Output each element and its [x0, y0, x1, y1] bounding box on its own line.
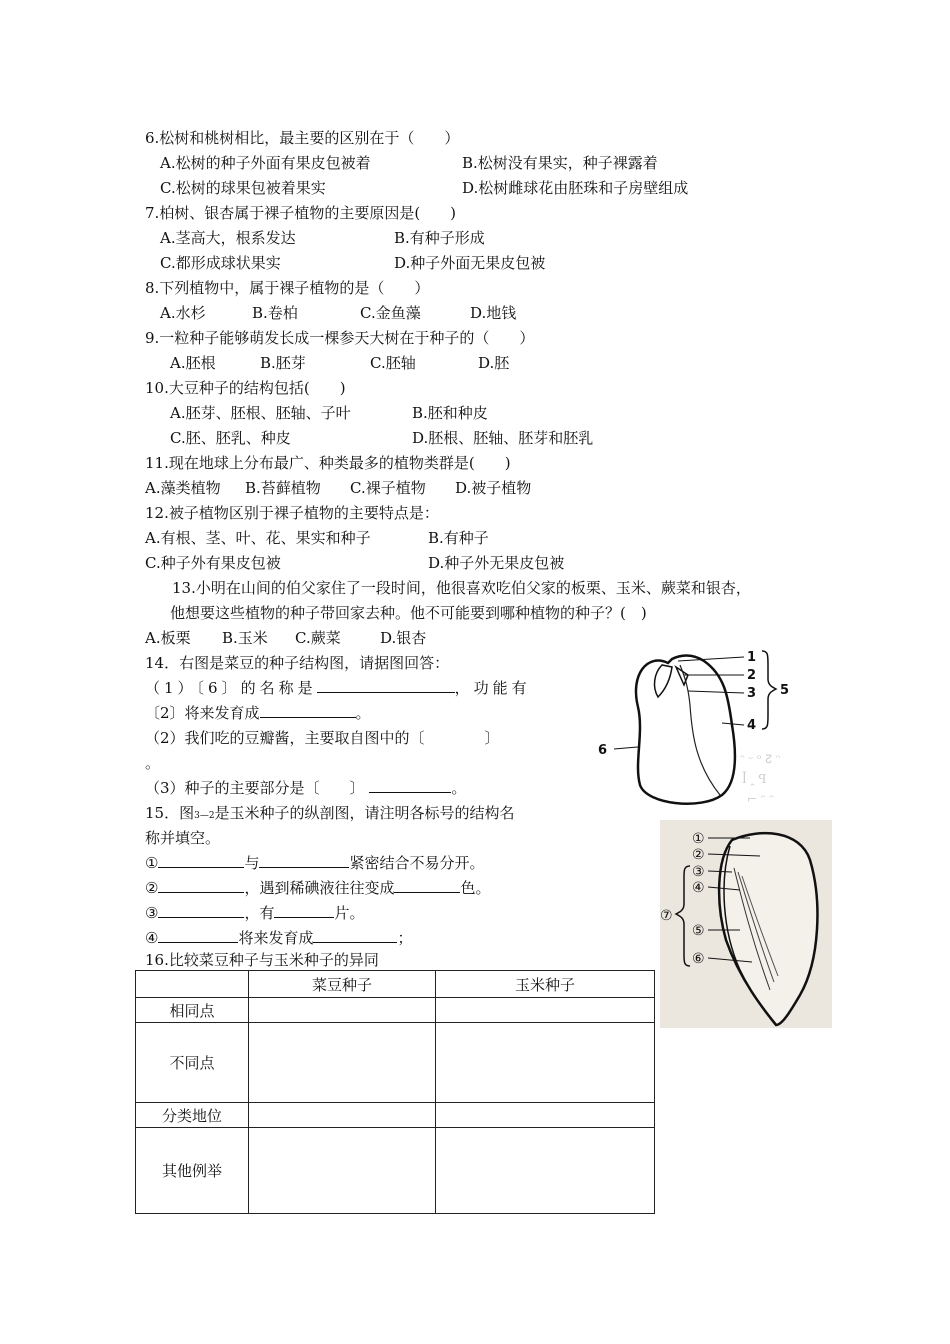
q6-option-b: B.松树没有果实，种子裸露着	[462, 154, 658, 172]
q15-label-4: ④	[145, 929, 159, 947]
q8-option-d: D.地钱	[470, 304, 517, 322]
q15-line3-mid: ，有	[244, 904, 275, 922]
q15-blank-1b[interactable]	[259, 853, 349, 868]
q16-stem: 16.比较菜豆种子与玉米种子的异同	[145, 951, 379, 969]
corn-label-5: ⑤	[692, 923, 705, 939]
q15-blank-3b[interactable]	[274, 903, 334, 918]
table-cell-corn-examples[interactable]	[436, 1128, 655, 1214]
q12-stem: 12.被子植物区别于裸子植物的主要特点是：	[145, 504, 439, 522]
table-cell-corn-differences[interactable]	[436, 1023, 655, 1103]
corn-seed-diagram	[660, 820, 832, 1028]
q15-label-3: ③	[145, 904, 159, 922]
q14-part2-line2: 。	[145, 754, 161, 772]
table-cell-bean-examples[interactable]	[249, 1128, 436, 1214]
q6-stem: 6.松树和桃树相比，最主要的区别在于（ ）	[145, 129, 460, 147]
bean-label-4: 4	[747, 718, 757, 733]
q10-option-c: C.胚、胚乳、种皮	[170, 429, 291, 447]
q15-line3	[145, 903, 364, 923]
q15-line3-end: 片。	[334, 904, 365, 922]
q11-option-b: B.苔藓植物	[245, 479, 321, 497]
bean-label-6: 6	[598, 743, 608, 758]
q11-option-c: C.裸子植物	[350, 479, 426, 497]
table-row-other-examples: 其他例举	[136, 1128, 249, 1214]
q12-option-b: B.有种子	[428, 529, 489, 547]
q15-line4	[145, 928, 412, 948]
q15-line2-end: 色。	[460, 879, 491, 897]
q10-option-a: A.胚芽、胚根、胚轴、子叶	[170, 404, 351, 422]
q9-option-b: B.胚芽	[260, 354, 306, 372]
q8-stem: 8.下列植物中，属于裸子植物的是（ ）	[145, 279, 430, 297]
svg-text:⌐ ᵔ ᵔ: ⌐ ᵔ ᵔ	[747, 792, 774, 806]
q10-option-b: B.胚和种皮	[412, 404, 488, 422]
table-cell-bean-similarities[interactable]	[249, 998, 436, 1023]
q11-option-d: D.被子植物	[455, 479, 532, 497]
bean-leader-lines	[614, 657, 744, 749]
q15-stem-line2: 称并填空。	[145, 829, 221, 847]
q13-stem-line1: 13.小明在山间的伯父家住了一段时间，他很喜欢吃伯父家的板栗、玉米、蕨菜和银杏，	[172, 579, 751, 597]
q9-option-d: D.胚	[478, 354, 510, 372]
svg-text:ꟾ ꞈ ꟼ: ꟾ ꞈ ꟼ	[742, 772, 767, 786]
q12-option-c: C.种子外有果皮包被	[145, 554, 281, 572]
faint-background-text	[740, 752, 781, 806]
q7-option-b: B.有种子形成	[394, 229, 485, 247]
q6-option-a: A.松树的种子外面有果皮包被着	[160, 154, 371, 172]
q12-option-a: A.有根、茎、叶、花、果实和种子	[145, 529, 371, 547]
table-row-classification: 分类地位	[136, 1103, 249, 1128]
q10-option-d: D.胚根、胚轴、胚芽和胚乳	[412, 429, 594, 447]
q14-blank-2-develop[interactable]	[260, 703, 356, 718]
table-cell-corn-classification[interactable]	[436, 1103, 655, 1128]
bean-seed-outline	[636, 656, 735, 804]
table-header-corn: 玉米种子	[436, 971, 655, 998]
table-cell-corn-similarities[interactable]	[436, 998, 655, 1023]
q15-label-1: ①	[145, 854, 159, 872]
q14-part1-line2	[145, 703, 371, 723]
q8-option-a: A.水杉	[160, 304, 206, 322]
q13-option-c: C.蕨菜	[295, 629, 341, 647]
bean-cotyledon-line	[680, 665, 720, 795]
q7-option-d: D.种子外面无果皮包被	[394, 254, 546, 272]
table-header-bean: 菜豆种子	[249, 971, 436, 998]
bean-label-1: 1	[747, 650, 757, 665]
q15-line2	[145, 878, 490, 898]
q14-part1-function-label: ，功能有	[454, 679, 531, 697]
q8-option-b: B.卷柏	[252, 304, 298, 322]
q6-option-c: C.松树的球果包被着果实	[160, 179, 326, 197]
table-row-similarities: 相同点	[136, 998, 249, 1023]
corn-label-7: ⑦	[660, 908, 673, 924]
q15-blank-1a[interactable]	[158, 853, 244, 868]
q7-option-c: C.都形成球状果实	[160, 254, 281, 272]
q14-stem: 14．右图是菜豆的种子结构图，请据图回答：	[145, 654, 450, 672]
bean-radicle	[655, 665, 672, 697]
q11-stem: 11.现在地球上分布最广、种类最多的植物类群是( )	[145, 454, 511, 472]
bean-label-5: 5	[780, 683, 790, 698]
corn-label-2: ②	[692, 847, 705, 863]
q15-stem-prefix: 15．图	[145, 804, 195, 822]
bean-seed-diagram	[592, 645, 810, 810]
bean-brace	[762, 651, 776, 729]
q13-option-d: D.银杏	[380, 629, 427, 647]
q14-part1-end: 。	[355, 704, 371, 722]
q15-line1	[145, 853, 484, 873]
q10-stem: 10.大豆种子的结构包括( )	[145, 379, 346, 397]
corn-label-6: ⑥	[692, 951, 705, 967]
q15-blank-4a[interactable]	[158, 928, 238, 943]
q8-option-c: C.金鱼藻	[360, 304, 421, 322]
q14-part3	[145, 778, 466, 798]
q9-option-a: A.胚根	[170, 354, 216, 372]
q7-stem: 7.柏树、银杏属于裸子植物的主要原因是( )	[145, 204, 457, 222]
q9-stem: 9.一粒种子能够萌发长成一棵参天大树在于种子的（ ）	[145, 329, 535, 347]
svg-text:ᵔ ᵕ ᵒ ↊ ᵔ: ᵔ ᵕ ᵒ ↊ ᵔ	[740, 752, 781, 766]
q13-option-b: B.玉米	[222, 629, 268, 647]
q15-blank-3a[interactable]	[158, 903, 244, 918]
q15-line2-mid: ，遇到稀碘液往往变成	[244, 879, 395, 897]
corn-label-1: ①	[692, 831, 705, 847]
q15-blank-2a[interactable]	[158, 878, 244, 893]
corn-label-3: ③	[692, 864, 705, 880]
table-row-differences: 不同点	[136, 1023, 249, 1103]
table-corner-cell	[136, 971, 249, 998]
q13-stem-line2: 他想要这些植物的种子带回家去种。他不可能要到哪种植物的种子？( )	[170, 604, 647, 622]
q14-part2-line1: （2）我们吃的豆瓣酱，主要取自图中的〔 〕	[145, 729, 500, 747]
comparison-table	[135, 970, 655, 1214]
bean-label-2: 2	[747, 668, 757, 683]
q14-blank-6-name[interactable]	[317, 678, 455, 693]
q9-option-c: C.胚轴	[370, 354, 416, 372]
q15-line1-end: 紧密结合不易分开。	[349, 854, 485, 872]
bean-label-3: 3	[747, 686, 757, 701]
q14-part3-label: （3）种子的主要部分是〔 〕	[145, 779, 365, 797]
q7-option-a: A.茎高大，根系发达	[160, 229, 296, 247]
q14-part1-line1	[145, 678, 531, 698]
q14-part3-end: 。	[451, 779, 467, 797]
table-cell-bean-differences[interactable]	[249, 1023, 436, 1103]
q15-line4-mid: 将来发育成	[238, 929, 314, 947]
q15-line4-end: ；	[397, 929, 413, 947]
q14-part1-develop-label: 〔2〕将来发育成	[145, 704, 260, 722]
q15-label-2: ②	[145, 879, 159, 897]
table-cell-bean-classification[interactable]	[249, 1103, 436, 1128]
q15-blank-2b[interactable]	[394, 878, 460, 893]
q6-option-d: D.松树雌球花由胚珠和子房壁组成	[462, 179, 689, 197]
q14-part1-label: （1）〔6〕的名称是	[145, 679, 317, 697]
q11-option-a: A.藻类植物	[145, 479, 221, 497]
q15-stem-rest: 是玉米种子的纵剖图，请注明各标号的结构名	[214, 804, 515, 822]
q14-blank-main-part[interactable]	[369, 778, 451, 793]
q15-blank-4b[interactable]	[313, 928, 397, 943]
corn-label-4: ④	[692, 880, 705, 896]
q15-figure-number: 3—2	[194, 811, 215, 821]
q15-line1-and: 与	[244, 854, 260, 872]
q13-option-a: A.板栗	[145, 629, 191, 647]
q12-option-d: D.种子外无果皮包被	[428, 554, 565, 572]
q15-stem-line1	[145, 803, 515, 826]
